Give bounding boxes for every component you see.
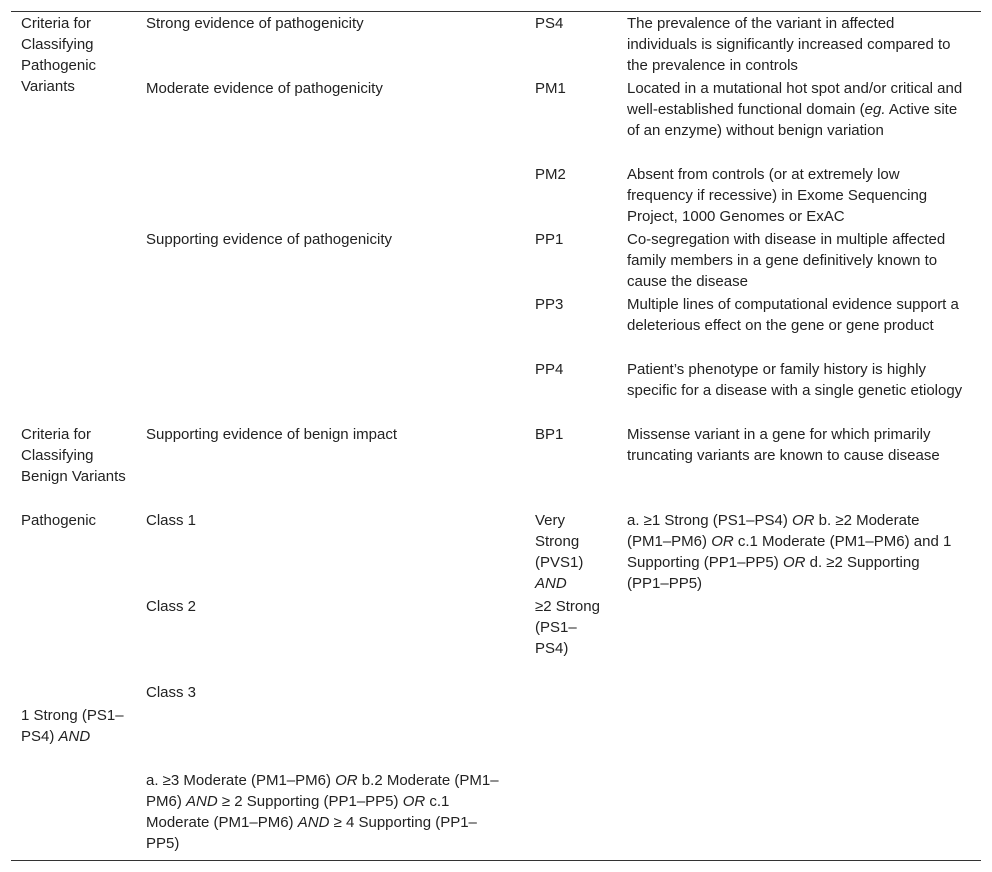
evidence-supporting-label: Supporting evidence of pathogenicity <box>146 231 393 248</box>
class-1-label: Class 1 <box>146 512 197 529</box>
criteria-table <box>11 11 981 861</box>
desc-pp4: Patient’s phenotype or family history is highly specific for a disease with a single genetic etiology <box>627 361 963 399</box>
desc-pm2: Absent from controls (or at extremely low frequency if recessive) in Exome Sequencing Project, 1000 Genomes or ExAC <box>627 166 928 225</box>
code-pp3: PP3 <box>535 296 564 313</box>
code-bp1: BP1 <box>535 426 564 443</box>
desc-pp1: Co-segregation with disease in multiple affected family members in a gene definitively known to cause the disease <box>627 231 946 290</box>
category-pathogenic: Pathogenic <box>21 512 97 529</box>
desc-pp3: Multiple lines of computational evidence support a deleterious effect on the gene or gene product <box>627 296 959 334</box>
category-pathogenic-criteria: Criteria for Classifying Pathogenic Variants <box>21 15 97 95</box>
two-strong: ≥2 Strong (PS1–PS4) <box>535 598 600 657</box>
code-pm2: PM2 <box>535 166 566 183</box>
class-3-rules: a. ≥3 Moderate (PM1–PM6) OR b.2 Moderate (PM1–PM6) AND ≥ 2 Supporting (PP1–PP5) OR c.1 Moderate (PM1–PM6) AND ≥ 4 Supporting (PP1–PP5) <box>146 772 499 852</box>
code-ps4: PS4 <box>535 15 564 32</box>
evidence-moderate-label: Moderate evidence of pathogenicity <box>146 80 383 97</box>
class-3-label: Class 3 <box>146 684 197 701</box>
desc-ps4: The prevalence of the variant in affected individuals is significantly increased compared to the prevalence in controls <box>627 15 951 74</box>
code-pp1: PP1 <box>535 231 564 248</box>
one-strong-and: 1 Strong (PS1–PS4) AND <box>21 707 124 745</box>
very-strong-and: Very Strong (PVS1) AND <box>535 512 584 592</box>
code-pm1: PM1 <box>535 80 566 97</box>
desc-pm1: Located in a mutational hot spot and/or critical and well-established functional domain (eg. Active site of an enzyme) without benign variation <box>627 80 963 139</box>
desc-bp1: Missense variant in a gene for which primarily truncating variants are known to cause disease <box>627 426 940 464</box>
code-pp4: PP4 <box>535 361 564 378</box>
class-2-label: Class 2 <box>146 598 197 615</box>
evidence-benign-label: Supporting evidence of benign impact <box>146 426 398 443</box>
evidence-strong-label: Strong evidence of pathogenicity <box>146 15 364 32</box>
class-1-rules: a. ≥1 Strong (PS1–PS4) OR b. ≥2 Moderate (PM1–PM6) OR c.1 Moderate (PM1–PM6) and 1 Supporting (PP1–PP5) OR d. ≥2 Supporting (PP1–PP5) <box>627 512 952 592</box>
category-benign-criteria: Criteria for Classifying Benign Variants <box>21 426 126 485</box>
